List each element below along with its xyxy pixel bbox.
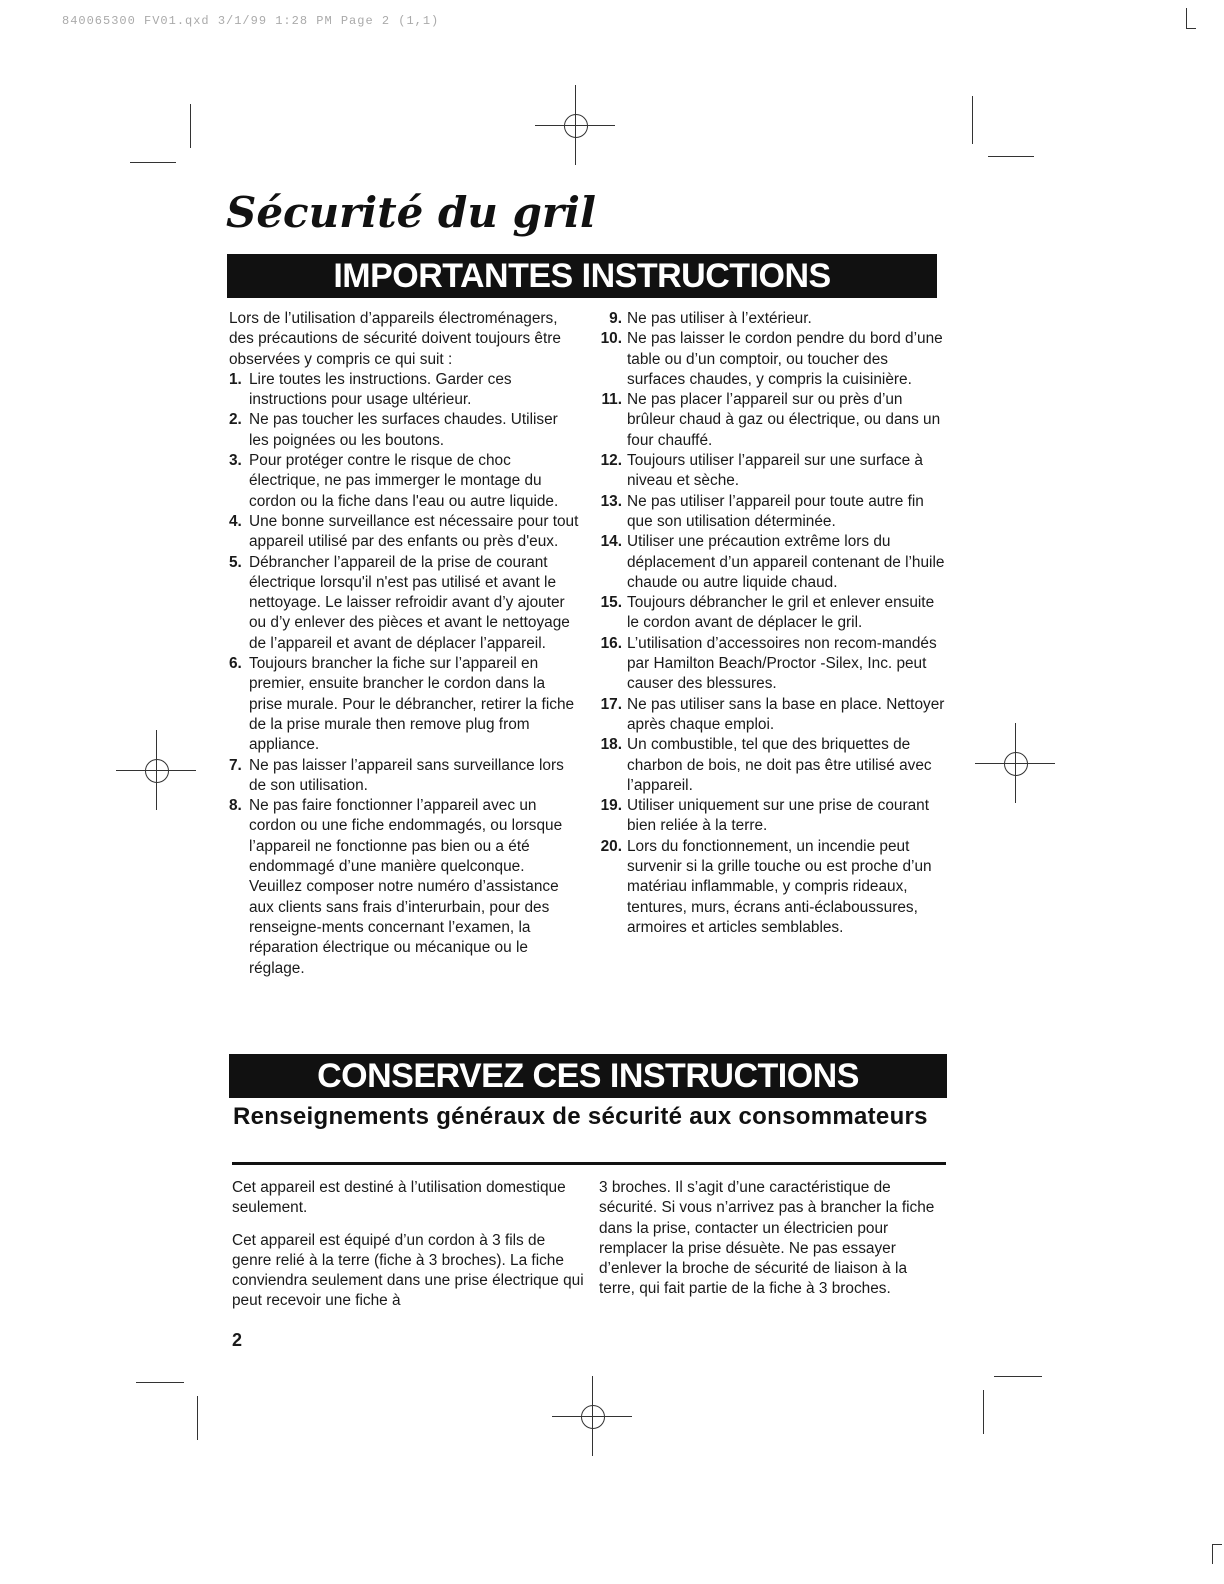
instruction-list-left: [229, 370, 579, 979]
list-item: [596, 329, 948, 390]
instructions-column-right: [596, 309, 948, 938]
section-heading: Renseignements généraux de sécurité aux consommateurs: [233, 1103, 928, 1130]
list-item: [229, 756, 579, 797]
list-item: [229, 451, 579, 512]
registration-mark-right: [995, 743, 1035, 783]
banner-text: IMPORTANTES INSTRUCTIONS: [333, 256, 831, 295]
item-number: 9.: [609, 310, 622, 327]
registration-mark-bottom: [572, 1396, 612, 1436]
item-number: 6.: [229, 655, 242, 673]
crop-mark: [988, 156, 1034, 157]
item-text: L’utilisation d’accessoires non recom-mandés par Hamilton Beach/Proctor -Silex, Inc. peut causer des blessures.: [627, 634, 937, 693]
general-info-right: [599, 1178, 944, 1300]
item-number: 18.: [600, 736, 622, 754]
crop-mark: [1186, 8, 1187, 28]
item-number: 17.: [600, 695, 622, 713]
item-text: Ne pas utiliser sans la base en place. Nettoyer après chaque emploi.: [627, 695, 945, 733]
item-number: 2.: [229, 411, 242, 429]
item-number: 5.: [229, 553, 242, 571]
item-text: Ne pas placer l’appareil sur ou près d’un brûleur chaud à gaz ou électrique, ou dans un four chauffé.: [627, 391, 941, 449]
section-divider: [232, 1162, 946, 1165]
item-text: Ne pas laisser l’appareil sans surveillance lors de son utilisation.: [249, 756, 564, 794]
list-item: [596, 735, 948, 796]
list-item: [596, 593, 948, 634]
banner-text: CONSERVEZ CES INSTRUCTIONS: [317, 1056, 859, 1095]
item-number: 8.: [229, 797, 242, 815]
general-paragraph: 3 broches. Il s’agit d’une caractéristique de sécurité. Si vous n’arrivez pas à brancher la fiche dans la prise, contacter un électricien pour remplacer la prise désuète. Ne pas essayer d’enlever la broche de sécurité de liaison à la terre, qui fait partie de la fiche à 3 broches.: [599, 1179, 935, 1298]
page-title: Sécurité du gril: [226, 188, 596, 237]
item-text: Ne pas toucher les surfaces chaudes. Utiliser les poignées ou les boutons.: [249, 411, 558, 449]
item-number: 11.: [601, 391, 622, 409]
list-item: [229, 553, 579, 654]
list-item: [229, 654, 579, 755]
crop-mark: [1212, 1544, 1222, 1545]
crop-mark: [994, 1376, 1042, 1377]
item-number: 16.: [600, 634, 622, 652]
item-text: Toujours brancher la fiche sur l’appareil en premier, ensuite brancher le cordon dans la prise murale. Pour le débrancher, retirer la fiche de la prise murale then remove plug from appliance.: [249, 655, 575, 754]
crop-mark: [197, 1396, 198, 1440]
item-text: Ne pas utiliser à l’extérieur.: [627, 310, 812, 327]
intro-text: Lors de l’utilisation d’appareils électroménagers, des précautions de sécurité doivent toujours être observées y compris ce qui suit :: [229, 310, 561, 368]
item-number: 20.: [600, 837, 622, 855]
item-number: 19.: [600, 797, 622, 815]
list-item: [596, 796, 948, 837]
item-number: 4.: [229, 512, 242, 530]
list-item: [596, 492, 948, 533]
banner-importantes-instructions: [227, 254, 937, 298]
instructions-column-left: [229, 309, 579, 979]
list-item: [229, 512, 579, 553]
list-item: [596, 837, 948, 938]
item-text: Débrancher l’appareil de la prise de courant électrique lorsqu'il n'est pas utilisé et avant le nettoyage. Le laisser refroidir avant d’y ajouter ou d’y enlever des pièces et avant le nettoyage de l’appareil et avant de déplacer l’appareil.: [249, 553, 570, 652]
item-number: 15.: [600, 594, 622, 612]
crop-mark: [983, 1390, 984, 1434]
list-item: [596, 532, 948, 593]
item-text: Lors du fonctionnement, un incendie peut survenir si la grille touche ou est proche d’un matériau inflammable, y compris rideaux, tentures, murs, écrans anti-éclaboussures, armoires et articles semblables.: [627, 837, 932, 936]
item-text: Ne pas utiliser l’appareil pour toute autre fin que son utilisation déterminée.: [627, 492, 924, 530]
general-paragraph: Cet appareil est destiné à l’utilisation domestique seulement.: [232, 1179, 566, 1217]
list-item: [229, 796, 579, 979]
list-item: [596, 695, 948, 736]
item-number: 12.: [600, 452, 622, 470]
crop-mark: [130, 162, 176, 163]
item-number: 7.: [229, 756, 242, 774]
item-text: Toujours utiliser l’appareil sur une surface à niveau et sèche.: [627, 452, 923, 490]
print-slug: 840065300 FV01.qxd 3/1/99 1:28 PM Page 2 (1,1): [62, 14, 440, 28]
general-paragraph: Cet appareil est équipé d’un cordon à 3 fils de genre relié à la terre (fiche à 3 broches). La fiche conviendra seulement dans une prise électrique qui peut recevoir une fiche à: [232, 1231, 584, 1310]
item-number: 10.: [600, 330, 622, 348]
banner-conservez-instructions: [229, 1054, 947, 1098]
item-text: Ne pas laisser le cordon pendre du bord d’une table ou d’un comptoir, ou toucher des surfaces chaudes, y compris la cuisinière.: [627, 330, 943, 388]
list-item: [229, 410, 579, 451]
registration-mark-left: [136, 750, 176, 790]
item-text: Une bonne surveillance est nécessaire pour tout appareil utilisé par des enfants ou près d'eux.: [249, 512, 579, 551]
crop-mark: [190, 104, 191, 148]
crop-mark: [1186, 28, 1196, 29]
page-number: 2: [232, 1330, 243, 1350]
crop-mark: [972, 96, 973, 144]
registration-mark-top: [555, 105, 595, 145]
list-item: [596, 634, 948, 695]
item-text: Toujours débrancher le gril et enlever ensuite le cordon avant de déplacer le gril.: [627, 594, 935, 632]
crop-mark: [1212, 1544, 1213, 1564]
crop-mark: [136, 1382, 184, 1383]
general-info-left: [232, 1178, 584, 1312]
item-text: Lire toutes les instructions. Garder ces instructions pour usage ultérieur.: [249, 370, 512, 409]
item-text: Ne pas faire fonctionner l’appareil avec un cordon ou une fiche endommagés, ou lorsque l’appareil ne fonctionne pas bien ou a été endommagé d’une manière quelconque. Veuillez composer notre numéro d’assistance aux clients sans frais d’interurbain, pour des renseigne-ments concernant l’examen, la réparation électrique ou mécanique ou le réglage.: [249, 797, 563, 977]
item-number: 1.: [229, 370, 242, 388]
item-number: 13.: [600, 492, 622, 510]
instruction-list-right: [596, 309, 948, 938]
item-number: 14.: [600, 533, 622, 551]
list-item: [596, 451, 948, 492]
list-item: [229, 370, 579, 411]
item-text: Un combustible, tel que des briquettes de charbon de bois, ne doit pas être utilisé avec l’appareil.: [627, 736, 932, 794]
item-text: Utiliser uniquement sur une prise de courant bien reliée à la terre.: [627, 797, 929, 835]
item-number: 3.: [229, 452, 242, 470]
item-text: Pour protéger contre le risque de choc électrique, ne pas immerger le montage du cordon ou la fiche dans l'eau ou autre liquide.: [249, 452, 559, 510]
list-item: [596, 309, 948, 329]
item-text: Utiliser une précaution extrême lors du déplacement d’un appareil contenant de l’huile chaude ou autre liquide chaud.: [627, 533, 945, 591]
list-item: [596, 390, 948, 451]
